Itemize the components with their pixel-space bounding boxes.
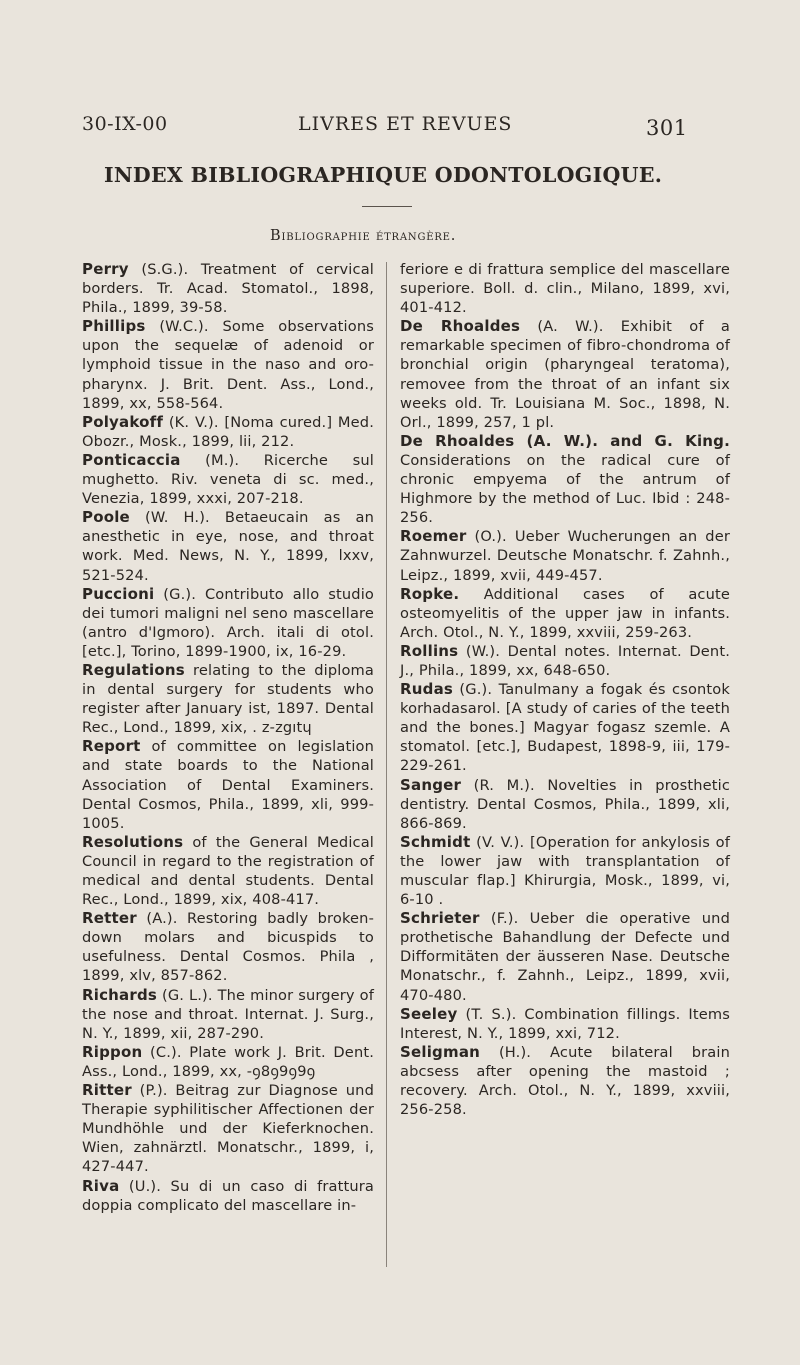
bibliography-entry — [400, 432, 730, 527]
entry-name: Riva — [82, 1176, 120, 1195]
bibliography-entry — [82, 451, 374, 508]
entry-name: Rippon — [82, 1042, 143, 1061]
entry-text: (F.). Ueber die operative und prothetische Bahandlung der Defecte und Difformitäten der äusseren Nase. Deutsche Monatschr., f. Zahnh., Leipz., 1899, xvii, 470-480. — [400, 910, 730, 1004]
bibliography-entry — [400, 527, 730, 584]
bibliography-entry — [400, 1005, 730, 1043]
entry-text: (H.). Acute bilateral brain abcsess after opening the mastoid ; recovery. Arch. Otol., N. Y., 1899, xxviii, 256-258. — [400, 1043, 730, 1119]
entry-name: Phillips — [82, 317, 146, 336]
entry-text: (A.). Restoring badly broken-down molars and bicuspids to usefulness. Dental Cosmos. Phila , 1899, xlv, 857-862. — [82, 910, 374, 985]
bibliography-entry — [400, 1043, 730, 1119]
entry-name: De Rhoaldes — [400, 317, 521, 336]
bibliography-entry — [82, 260, 374, 317]
entry-name: Report — [82, 737, 141, 756]
entry-text: (K. V.). [Noma cured.] Med. Obozr., Mosk., 1899, lii, 212. — [82, 413, 374, 450]
entry-name: Perry — [82, 260, 129, 278]
entry-text: (C.). Plate work J. Brit. Dent. Ass., Lond., 1899, xx, -ꝯ8ꝯ9ꝯ9ꝯ — [82, 1043, 374, 1080]
entry-text: (P.). Beitrag zur Diagnose und Therapie syphilitischer Affectionen der Mundhöhle und der Kieferknochen. Wien, zahnärztl. Monatschr., 1899, i, 427-447. — [82, 1082, 374, 1176]
entry-text: of committee on legislation and state boards to the National Association of Dental Examiners. Dental Cosmos, Phila., 1899, xli, 999-1005. — [82, 738, 374, 832]
entry-text: (G.). Contributo allo studio dei tumori maligni nel seno mascellare (antro d'Igmoro). Arch. itali di otol. [etc.], Torino, 1899-1900, ix, 16-29. — [82, 585, 374, 660]
page-number: 301 — [646, 116, 688, 140]
header-section: LIVRES ET REVUES — [298, 113, 513, 135]
bibliography-entry — [82, 986, 374, 1043]
entry-text: of the General Medical Council in regard to the registration of medical and dental students. Dental Rec., Lond., 1899, xix, 408-417. — [82, 833, 374, 909]
bibliography-entry — [400, 909, 730, 1004]
bibliography-entry — [400, 776, 730, 833]
running-header — [0, 113, 800, 143]
right-column — [400, 260, 730, 1119]
entry-text: (G. L.). The minor surgery of the nose and throat. Internat. J. Surg., N. Y., 1899, xii, 287-290. — [82, 986, 374, 1042]
entry-name: De Rhoaldes (A. W.). and G. King. — [400, 431, 730, 450]
bibliography-entry — [82, 661, 374, 737]
section-subtitle: Bibliographie étrangère. — [270, 228, 457, 244]
entry-text: (O.). Ueber Wucherungen an der Zahnwurzel. Deutsche Monatschr. f. Zahnh., Leipz., 1899, xvii, 449-457. — [400, 528, 730, 584]
entry-name: Ropke. — [400, 584, 460, 603]
bibliography-entry — [82, 737, 374, 832]
entry-name: Rollins — [400, 641, 459, 660]
entry-name: Puccioni — [82, 584, 155, 603]
bibliography-entry — [82, 833, 374, 909]
entry-name: Polyakoff — [82, 412, 164, 431]
bibliography-entry — [82, 508, 374, 584]
entry-text: (S.G.). Treatment of cervical borders. Tr. Acad. Stomatol., 1898, Phila., 1899, 39-58. — [82, 261, 374, 317]
entry-text: (A. W.). Exhibit of a remarkable specimen of fibro-chondroma of bronchial origin (pharyngeal teratoma), removee from the throat of an infant six weeks old. Tr. Louisiana M. Soc., 1898, N. Orl., 1899, 257, 1 pl. — [400, 318, 730, 431]
bibliography-entry — [400, 680, 730, 775]
entry-name: Poole — [82, 508, 130, 527]
entry-name: Regulations — [82, 660, 185, 679]
entry-text: (G.). Tanulmany a fogak és csontok korhadasarol. [A study of caries of the teeth and the bones.] Magyar fogasz szemle. A stomatol. [etc.], Budapest, 1898-9, iii, 179-229-261. — [400, 681, 730, 775]
entry-name: Ritter — [82, 1081, 132, 1100]
column-divider — [386, 262, 387, 1267]
entry-text: (R. M.). Novelties in prosthetic dentistry. Dental Cosmos, Phila., 1899, xli, 866-869. — [400, 776, 730, 832]
entry-name: Sanger — [400, 775, 462, 794]
bibliography-entry — [400, 260, 730, 317]
entry-text: Considerations on the radical cure of chronic empyema of the antrum of Highmore by the method of Luc. Ibid : 248-256. — [400, 451, 730, 527]
entry-text: feriore e di frattura semplice del mascellare superiore. Boll. d. clin., Milano, 1899, xvi, 401-412. — [400, 261, 730, 317]
entry-name: Schmidt — [400, 832, 471, 851]
entry-name: Schrieter — [400, 909, 480, 928]
bibliography-entry — [82, 1043, 374, 1081]
entry-text: (W.C.). Some observations upon the sequelæ of adenoid or lymphoid tissue in the naso and oro-pharynx. J. Brit. Dent. Ass., Lond., 1899, xx, 558-564. — [82, 318, 374, 412]
entry-text: Additional cases of acute osteomyelitis of the upper jaw in infants. Arch. Otol., N. Y., 1899, xxviii, 259-263. — [400, 585, 730, 641]
entry-text: (U.). Su di un caso di frattura doppia complicato del mascellare in- — [82, 1177, 374, 1214]
bibliography-entry — [82, 413, 374, 451]
entry-name: Seeley — [400, 1004, 458, 1023]
entry-name: Richards — [82, 985, 158, 1004]
entry-text: (W.). Dental notes. Internat. Dent. J., Phila., 1899, xx, 648-650. — [400, 642, 730, 679]
bibliography-entry — [82, 585, 374, 661]
entry-name: Retter — [82, 909, 137, 928]
left-column — [82, 260, 374, 1215]
entry-name: Roemer — [400, 527, 467, 546]
header-date: 30-IX-00 — [82, 113, 168, 135]
bibliography-entry — [400, 642, 730, 680]
bibliography-entry — [82, 1177, 374, 1215]
entry-text: (V. V.). [Operation for ankylosis of the lower jaw with transplantation of muscular flap.] Khirurgia, Mosk., 1899, vi, 6-10 . — [400, 833, 730, 909]
bibliography-entry — [400, 317, 730, 432]
entry-text: (W. H.). Betaeucain as an anesthetic in eye, nose, and throat work. Med. News, N. Y., 1899, lxxv, 521-524. — [82, 509, 374, 584]
entry-text: (T. S.). Combination fillings. Items Interest, N. Y., 1899, xxi, 712. — [400, 1005, 730, 1042]
title-divider — [362, 206, 412, 207]
bibliography-entry — [82, 317, 374, 412]
entry-text: relating to the diploma in dental surgery for students who register after January ist, 1897. Dental Rec., Lond., 1899, xix, . z-zgıtɥ — [82, 661, 374, 737]
entry-text: (M.). Ricerche sul mughetto. Riv. veneta di sc. med., Venezia, 1899, xxxi, 207-218. — [82, 451, 374, 508]
entry-name: Ponticaccia — [82, 450, 181, 469]
bibliography-entry — [400, 585, 730, 642]
bibliography-entry — [400, 833, 730, 909]
entry-name: Resolutions — [82, 832, 184, 851]
bibliography-entry — [82, 909, 374, 985]
entry-name: Rudas — [400, 680, 454, 699]
entry-name: Seligman — [400, 1042, 481, 1061]
page-title: INDEX BIBLIOGRAPHIQUE ODONTOLOGIQUE. — [104, 163, 663, 187]
bibliography-entry — [82, 1081, 374, 1176]
